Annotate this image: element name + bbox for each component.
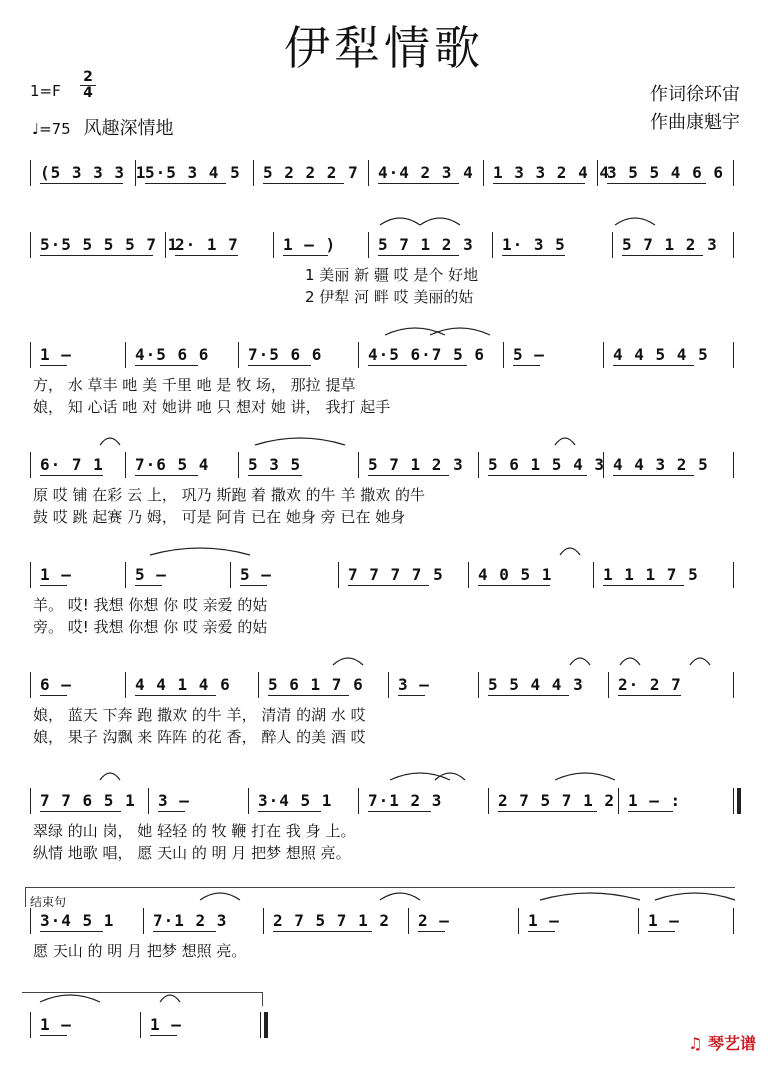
beam-underline [488,475,587,476]
beam-underline [258,811,321,812]
slur [615,218,655,225]
key-signature: 1=F [30,82,61,100]
barline [603,342,604,368]
barline [30,672,31,698]
measure: 2 – [418,911,450,930]
lyricist-credit: 作词徐环宙 [650,84,740,105]
beam-underline [378,183,459,184]
barline [478,672,479,698]
measure: 2 7 5 7 1 2 [273,911,390,930]
barline [492,232,493,258]
slur [430,328,490,335]
beam-underline [263,183,344,184]
ending-box-top [25,887,735,888]
barline [368,232,369,258]
barline [358,788,359,814]
beam-underline [613,365,694,366]
logo-icon: ♫ [688,1034,703,1053]
barline [338,562,339,588]
slur [200,893,240,900]
barline [263,908,264,934]
measure: 2· 1 7 [175,235,239,254]
beam-underline [135,365,198,366]
measure: 7 7 7 7 5 [348,565,444,584]
barline [733,452,734,478]
slur [100,773,120,780]
barline [638,908,639,934]
measure: 5 – [135,565,167,584]
barline [248,788,249,814]
barline [503,342,504,368]
beam-underline [488,695,569,696]
beam-underline [502,255,565,256]
measure: 3·4 5 1 [40,911,115,930]
ending-box-side [25,887,26,907]
slur [40,995,100,1002]
measure: 3 5 5 4 6 6 [607,163,724,182]
lyric-line: 愿 天山 的 明 月 把梦 想照 亮。 [33,942,247,960]
lyric-line: 娘， 蓝天 下奔 跑 撒欢 的牛 羊， 清清 的湖 水 哎 [33,706,366,724]
barline [733,908,734,934]
ending-label: 结束句 [30,895,67,909]
beam-underline [618,695,681,696]
measure: 5 7 1 2 3 [368,455,464,474]
measure: 5 2 2 2 7 [263,163,359,182]
barline [733,672,734,698]
beam-underline [368,365,467,366]
barline [388,672,389,698]
barline [125,672,126,698]
beam-underline [603,585,684,586]
slur [385,328,445,335]
tempo-value: ♩=75 [32,120,71,138]
beam-underline [398,695,425,696]
barline [273,232,274,258]
barline [612,232,613,258]
barline [733,562,734,588]
barline [733,788,734,814]
measure: 6· 7 1 [40,455,104,474]
barline [30,452,31,478]
beam-underline [348,585,429,586]
barline [125,342,126,368]
lyric-line: 翠绿 的山 岗， 她 轻轻 的 牧 鞭 打在 我 身 上。 [33,822,356,840]
measure: 1 – : [628,791,682,810]
barline [733,232,734,258]
lyric-line: 娘， 知 心话 吔 对 她讲 吔 只 想对 她 讲， 我打 起手 [33,398,391,416]
notation-system [25,672,743,746]
barline [258,672,259,698]
beam-underline [607,183,706,184]
beam-underline [135,585,162,586]
beam-underline [368,475,449,476]
measure: 3 – [158,791,190,810]
measure: 1 1 1 7 5 [603,565,699,584]
beam-underline [240,585,267,586]
beam-underline [478,585,550,586]
barline [483,160,484,186]
barline [358,342,359,368]
beam-underline [613,475,694,476]
measure: 1 – [528,911,560,930]
slur [655,893,735,900]
slur [540,893,640,900]
measure: 5 – [240,565,272,584]
measure: 4·5 6 6 [135,345,210,364]
measure: 5 7 1 2 3 [622,235,718,254]
measure: 4 4 1 4 6 [135,675,231,694]
barline [30,788,31,814]
barline [358,452,359,478]
barline [478,452,479,478]
measure: 1 – ) [283,235,337,254]
measure: 3 – [398,675,430,694]
beam-underline [40,931,103,932]
measure: 7·5 6 6 [248,345,323,364]
barline [488,788,489,814]
slur [255,438,345,445]
composer-credit: 作曲康魁宇 [650,112,740,133]
notation-system [25,232,743,306]
watermark-text: 琴艺谱 [707,1034,756,1053]
slur [555,438,575,445]
song-title: 伊犁情歌 [284,21,484,75]
beam-underline [528,931,555,932]
barline [30,908,31,934]
beam-underline [145,183,226,184]
barline [238,342,239,368]
beam-underline [40,585,67,586]
measure: 1 – [40,565,72,584]
beam-underline [40,475,103,476]
measure: 1 – [150,1015,182,1034]
beam-underline [493,183,585,184]
barline [253,160,254,186]
lyric-line: 羊。 哎! 我想 你想 你 哎 亲爱 的姑 [33,596,268,614]
barline [125,452,126,478]
time-signature-top: 2 [83,69,93,85]
measure: 7·1 2 3 [153,911,228,930]
beam-underline [135,695,216,696]
slur [555,773,615,780]
notation-system [25,1012,743,1042]
barline [518,908,519,934]
measure: 1 – [648,911,680,930]
slur [435,773,465,780]
beam-underline [40,365,67,366]
barline [733,342,734,368]
measure: 4 4 3 2 5 [613,455,709,474]
lyric-line: 方， 水 草丰 吔 美 千里 吔 是 牧 场， 那拉 提草 [33,376,356,394]
barline [30,342,31,368]
measure: 5·5 3 4 5 [145,163,241,182]
notation-system [25,342,743,416]
measure: 5 3 5 [248,455,302,474]
slur [570,658,590,665]
coda-box-top [22,992,262,993]
measure: 7·6 5 4 [135,455,210,474]
beam-underline [648,931,675,932]
barline [30,562,31,588]
slur [690,658,710,665]
barline [30,232,31,258]
beam-underline [150,1035,177,1036]
slur [380,218,420,225]
notation-system [25,788,743,862]
beam-underline [622,255,703,256]
notation-system [25,160,743,190]
tempo-marking [32,114,174,140]
barline [30,1012,31,1038]
slur [620,658,640,665]
beam-underline [158,811,185,812]
slur [420,218,460,225]
barline [733,160,734,186]
beam-underline [175,255,238,256]
expression-text: 风趣深情地 [83,118,174,139]
notation-system [25,452,743,526]
lyric-line: 2 伊犁 河 畔 哎 美丽的姑 [305,288,474,306]
slur [333,658,363,665]
measure: 4·5 6·7 5 6 [368,345,485,364]
barline [608,672,609,698]
measure: 5·5 5 5 5 7 1 [40,235,179,254]
barline [618,788,619,814]
barline [140,1012,141,1038]
barline [238,452,239,478]
slur [160,995,180,1002]
slur [150,548,250,555]
beam-underline [40,255,153,256]
beam-underline [268,695,349,696]
beam-underline [628,811,673,812]
beam-underline [283,255,328,256]
measure: 4 0 5 1 [478,565,553,584]
measure: 5 6 1 5 4 3 [488,455,605,474]
barline [230,562,231,588]
slur [560,548,580,555]
lyric-line: 娘， 果子 沟飘 来 阵阵 的花 香， 醉人 的美 酒 哎 [33,728,366,746]
barline [30,160,31,186]
time-signature [80,70,96,101]
measure: 5 – [513,345,545,364]
measure: 4 4 5 4 5 [613,345,709,364]
beam-underline [418,931,445,932]
beam-underline [378,255,459,256]
watermark-logo [688,1031,756,1054]
beam-underline [153,931,216,932]
lyric-line: 鼓 哎 跳 起赛 乃 姆， 可是 阿肯 已在 她身 旁 已在 她身 [33,508,406,526]
barline [143,908,144,934]
beam-underline [248,475,302,476]
measure: 3·4 5 1 [258,791,333,810]
measure: 1 – [40,345,72,364]
lyric-line: 原 哎 铺 在彩 云 上， 巩乃 斯跑 着 撒欢 的牛 羊 撒欢 的牛 [33,486,425,504]
measure: 1· 3 5 [502,235,566,254]
beam-underline [513,365,540,366]
barline [125,562,126,588]
notation-system [25,562,743,636]
beam-underline [40,183,123,184]
measure: 6 – [40,675,72,694]
notation-system [25,908,743,960]
barline [408,908,409,934]
slur [380,893,420,900]
beam-underline [498,811,597,812]
slur [390,773,450,780]
lyric-line: 纵情 地歌 唱， 愿 天山 的 明 月 把梦 想照 亮。 [33,844,351,862]
measure: 5 5 4 4 3 [488,675,584,694]
measure: 1 3 3 2 4 4 [493,163,610,182]
barline [260,1012,261,1038]
beam-underline [40,811,121,812]
measure: 1 – [40,1015,72,1034]
beam-underline [248,365,311,366]
slur [100,438,120,445]
lyric-line: 旁。 哎! 我想 你想 你 哎 亲爱 的姑 [33,618,268,636]
barline [468,562,469,588]
beam-underline [40,1035,67,1036]
measure: 5 6 1 7 6 [268,675,364,694]
beam-underline [135,475,198,476]
beam-underline [40,695,67,696]
measure: 7 7 6 5 1 [40,791,136,810]
measure: 2· 2 7 [618,675,682,694]
barline [148,788,149,814]
barline [593,562,594,588]
barline [368,160,369,186]
measure: 7·1 2 3 [368,791,443,810]
measure: 2 7 5 7 1 2 [498,791,615,810]
beam-underline [273,931,372,932]
measure: 5 7 1 2 3 [378,235,474,254]
measure: 4·4 2 3 4 [378,163,474,182]
beam-underline [368,811,431,812]
time-signature-bottom: 4 [83,85,93,101]
coda-box-side [262,992,263,1006]
measure: (5 3 3 3 1 [40,163,147,182]
lyric-line: 1 美丽 新 疆 哎 是个 好地 [305,266,479,284]
